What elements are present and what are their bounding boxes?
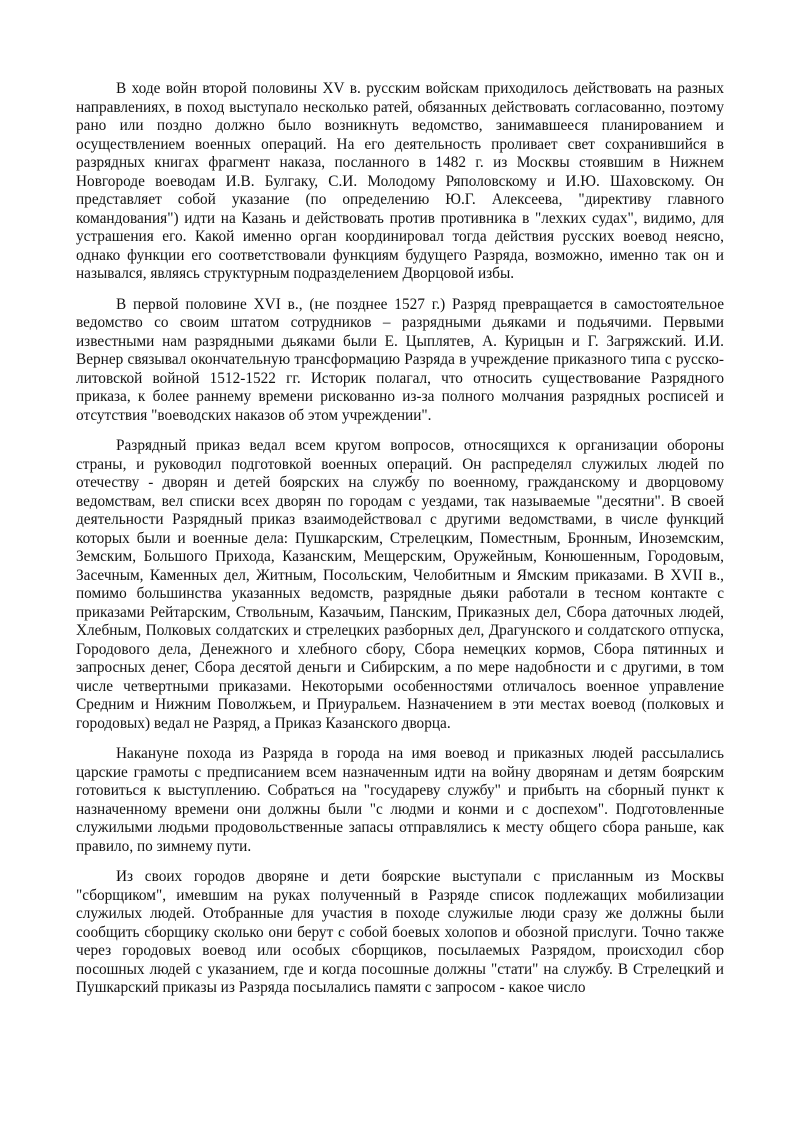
- paragraph-1: В ходе войн второй половины XV в. русским войскам приходилось действовать на разных направлениях, в поход выступало несколько ратей, обязанных действовать согласованно, поэтому рано или поздно должно было возникнуть ведомство, занимавшееся планированием и осуществлением военных операций. На его деятельность проливает свет сохранившийся в разрядных книгах фрагмент наказа, посланного в 1482 г. из Москвы стоявшим в Нижнем Новгороде воеводам И.В. Булгаку, С.И. Молодому Ряполовскому и И.Ю. Шаховскому. Он представляет собой указание (по определению Ю.Г. Алексеева, "директиву главного командования") идти на Казань и действовать против противника в "лехких судах", видимо, для устрашения его. Какой именно орган координировал тогда действия русских воевод неясно, однако функции его соответствовали функциям будущего Разряда, возможно, именно так он и назывался, являясь структурным подразделением Дворцовой избы.: [76, 80, 724, 282]
- paragraph-2: В первой половине XVI в., (не позднее 1527 г.) Разряд превращается в самостоятельное ведомство со своим штатом сотрудников – разрядными дьяками и подьячими. Первыми известными нам разрядными дьяками были Е. Цыплятев, А. Курицын и Г. Загряжский. И.И. Вернер связывал окончательную трансформацию Разряда в учреждение приказного типа с русско-литовской войной 1512-1522 гг. Историк полагал, что относить существование Разрядного приказа, к более раннему времени рискованно из-за полного молчания разрядных росписей и отсутствия "воеводских наказов об этом учреждении".: [76, 295, 724, 424]
- document-page: [76, 80, 724, 1010]
- paragraph-4: Накануне похода из Разряда в города на имя воевод и приказных людей рассылались царские грамоты с предписанием всем назначенным идти на войну дворянам и детям боярским готовиться к выступлению. Собраться на "государеву службу" и прибыть на сборный пункт к назначенному времени они должны были "с людми и конми и с доспехом". Подготовленные служилыми людьми продовольственные запасы отправлялись к месту общего сбора раньше, как правило, по зимнему пути.: [76, 745, 724, 855]
- paragraph-5: Из своих городов дворяне и дети боярские выступали с присланным из Москвы "сборщиком", имевшим на руках полученный в Разряде список подлежащих мобилизации служилых людей. Отобранные для участия в походе служилые люди сразу же должны были сообщить сборщику сколько они берут с собой боевых холопов и обозной прислуги. Точно также через городовых воевод или особых сборщиков, посылаемых Разрядом, происходил сбор посошных людей с указанием, где и когда посошные должны "стати" на службу. В Стрелецкий и Пушкарский приказы из Разряда посылались памяти с запросом - какое число: [76, 868, 724, 996]
- paragraph-3: Разрядный приказ ведал всем кругом вопросов, относящихся к организации обороны страны, и руководил подготовкой военных операций. Он распределял служилых людей по отечеству - дворян и детей боярских на службу по военному, гражданскому и дворцовому ведомствам, вел списки всех дворян по городам с уездами, так называемые "десятни". В своей деятельности Разрядный приказ взаимодействовал с другими ведомствами, в числе функций которых были и военные дела: Пушкарским, Стрелецким, Поместным, Бронным, Иноземским, Земским, Большого Прихода, Казанским, Мещерским, Оружейным, Конюшенным, Городовым, Засечным, Каменных дел, Житным, Посольским, Челобитным и Ямским приказами. В XVII в., помимо большинства указанных ведомств, разрядные дьяки работали в тесном контакте с приказами Рейтарским, Ствольным, Казачьим, Панским, Приказных дел, Сбора даточных людей, Хлебным, Полковых солдатских и стрелецких разборных дел, Драгунского и солдатского отпуска, Городового дела, Денежного и хлебного сбору, Сбора немецких кормов, Сбора пятинных и запросных денег, Сбора десятой деньги и Сибирским, а по мере надобности и с другими, в том числе четвертными приказами. Некоторыми особенностями отличалось военное управление Средним и Нижним Поволжьем, и Приуральем. Назначением в эти местах воевод (полковых и городовых) ведал не Разряд, а Приказ Казанского дворца.: [76, 437, 724, 732]
